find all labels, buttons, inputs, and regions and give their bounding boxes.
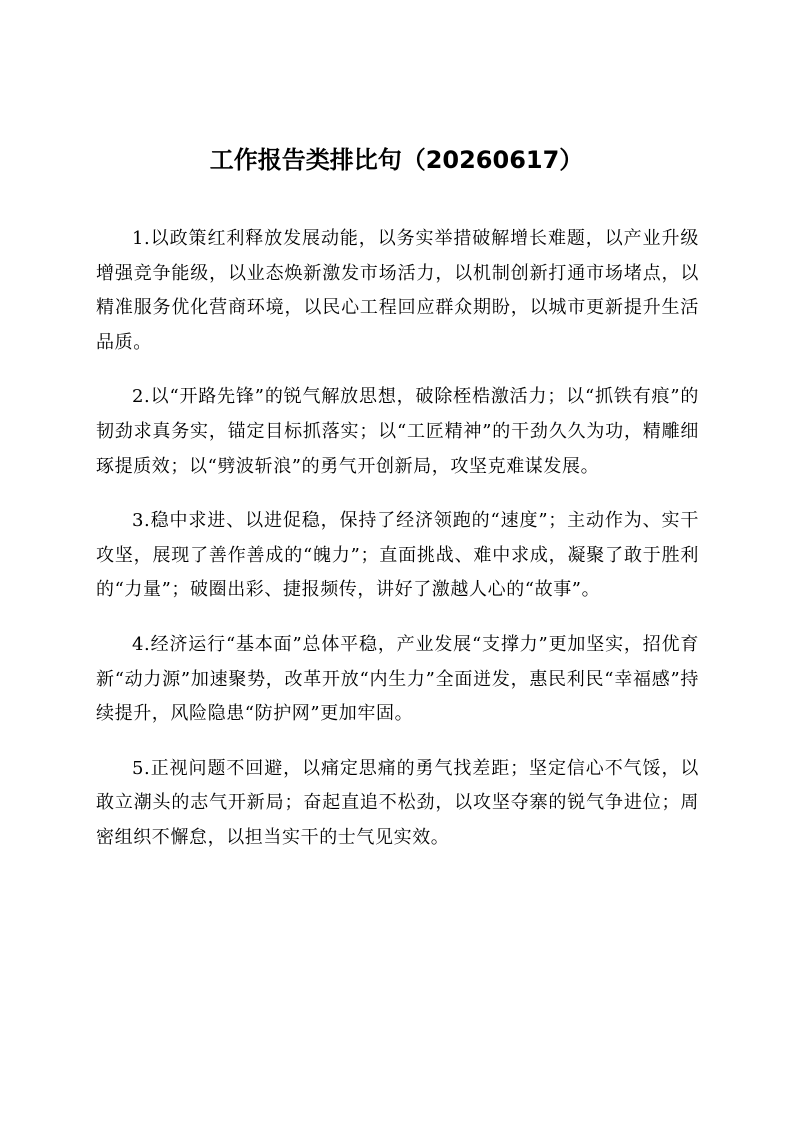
paragraph-1: 1.以政策红利释放发展动能，以务实举措破解增长难题，以产业升级增强竞争能级，以业态焕新激发市场活力，以机制创新打通市场堵点，以精准服务优化营商环境，以民心工程回应群众期盼，以城市更新提升生活品质。 — [96, 228, 699, 353]
document-body — [96, 222, 699, 876]
document-title: 工作报告类排比句（20260617） — [209, 146, 584, 174]
paragraph-3: 3.稳中求进、以进促稳，保持了经济领跑的“速度”；主动作为、实干攻坚，展现了善作善成的“魄力”；直面挑战、难中求成，凝聚了敢于胜利的“力量”；破圈出彩、捷报频传，讲好了激越人心的“故事”。 — [96, 510, 699, 601]
paragraph-4: 4.经济运行“基本面”总体平稳，产业发展“支撑力”更加坚实，招优育新“动力源”加速聚势，改革开放“内生力”全面迸发，惠民利民“幸福感”持续提升，风险隐患“防护网”更加牢固。 — [96, 633, 699, 725]
paragraph-2: 2.以“开路先锋”的锐气解放思想，破除桎梏激活力；以“抓铁有痕”的韧劲求真务实，锚定目标抓落实；以“工匠精神”的干劲久久为功，精雕细琢提质效；以“劈波斩浪”的勇气开创新局，攻坚克难谋发展。 — [96, 386, 699, 477]
paragraph-5: 5.正视问题不回避，以痛定思痛的勇气找差距；坚定信心不气馁，以敢立潮头的志气开新局；奋起直追不松劲，以攻坚夺寨的锐气争进位；周密组织不懈怠，以担当实干的士气见实效。 — [96, 757, 699, 848]
